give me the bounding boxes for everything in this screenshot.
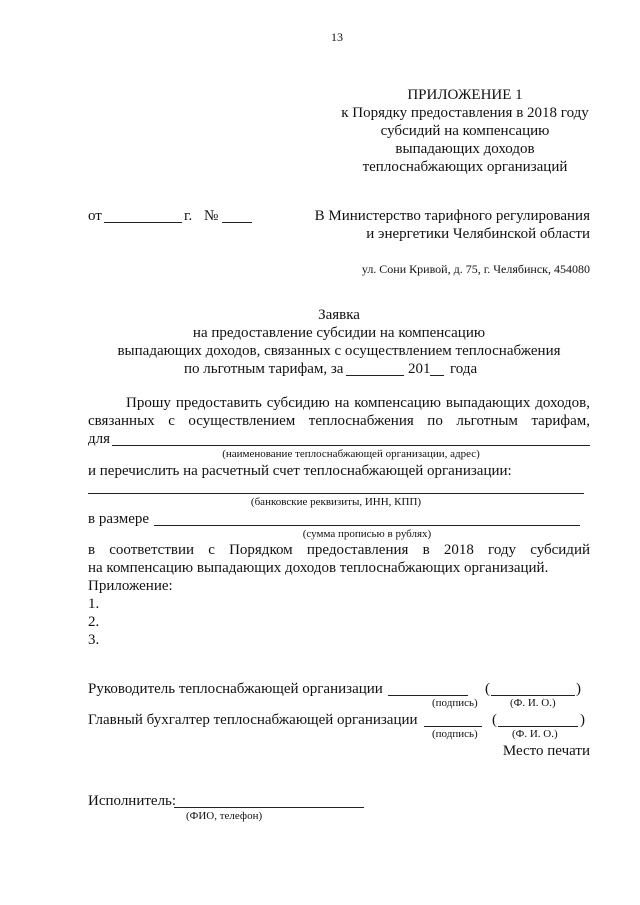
recipient-address: ул. Сони Кривой, д. 75, г. Челябинск, 454080 [361, 262, 590, 276]
accountant-label: Главный бухгалтер теплоснабжающей организации [88, 712, 418, 728]
head-label: Руководитель теплоснабжающей организации [88, 681, 383, 697]
accountant-sign-hint: (подпись) [432, 728, 478, 740]
appendix-line: субсидий на компенсацию [380, 123, 550, 139]
head-name-hint: (Ф. И. О.) [510, 697, 556, 709]
period-blank [346, 375, 404, 376]
executor-hint: (ФИО, телефон) [186, 810, 263, 822]
accountant-name-field[interactable] [498, 726, 578, 727]
period-prefix: по льготным тарифам, за [184, 361, 344, 377]
amount-field[interactable] [154, 525, 580, 526]
attachment-item: 3. [88, 632, 100, 648]
head-sign-hint: (подпись) [432, 697, 478, 709]
paren-close: ) [576, 681, 581, 697]
attachment-item: 1. [88, 596, 100, 612]
number-blank [222, 222, 252, 223]
attachment-label: Приложение: [88, 578, 173, 594]
page-number: 13 [331, 30, 343, 44]
recipient-line: В Министерство тарифного регулирования [314, 208, 590, 224]
amount-label: в размере [88, 511, 150, 527]
accordance-line: на компенсацию выпадающих доходов теплоснабжающих организаций. [88, 560, 549, 576]
number-label: № [204, 208, 219, 224]
period-year: 201 [408, 361, 431, 377]
org-name-hint: (наименование теплоснабжающей организации, адрес) [222, 448, 480, 460]
year-suffix: г. [184, 208, 193, 224]
paragraph-line: Прошу предоставить субсидию на компенсацию выпадающих доходов, [126, 395, 590, 411]
recipient-line: и энергетики Челябинской области [366, 226, 590, 242]
attachment-item: 2. [88, 614, 100, 630]
date-blank [104, 222, 182, 223]
appendix-line: выпадающих доходов [395, 141, 535, 157]
accountant-signature-field[interactable] [424, 726, 482, 727]
head-signature-field[interactable] [388, 695, 468, 696]
bank-details-field[interactable] [88, 493, 584, 494]
transfer-line: и перечислить на расчетный счет теплоснабжающей организации: [88, 463, 512, 479]
year-digit-blank [430, 375, 444, 376]
appendix-title: ПРИЛОЖЕНИЕ 1 [407, 87, 523, 103]
bank-details-hint: (банковские реквизиты, ИНН, КПП) [250, 496, 422, 508]
executor-label: Исполнитель: [88, 793, 177, 809]
period-suffix: года [450, 361, 478, 377]
appendix-line: теплоснабжающих организаций [362, 159, 568, 175]
paren-open: ( [492, 712, 497, 728]
accordance-line: в соответствии с Порядком предоставления в 2018 году субсидий [88, 542, 590, 558]
accountant-name-hint: (Ф. И. О.) [512, 728, 558, 740]
appendix-line: к Порядку предоставления в 2018 году [341, 105, 589, 121]
head-name-field[interactable] [491, 695, 575, 696]
for-label: для [88, 431, 111, 447]
stamp-label: Место печати [502, 743, 590, 759]
request-heading: Заявка [318, 307, 360, 323]
paren-close: ) [580, 712, 585, 728]
request-title-line: на предоставление субсидии на компенсацию [192, 325, 486, 341]
org-name-field[interactable] [112, 445, 590, 446]
amount-hint: (сумма прописью в рублях) [302, 528, 432, 540]
executor-field[interactable] [174, 807, 364, 808]
paragraph-line: связанных с осуществлением теплоснабжения по льготным тарифам, [88, 413, 590, 429]
request-title-line: выпадающих доходов, связанных с осуществлением теплоснабжения [117, 343, 561, 359]
from-label: от [88, 208, 102, 224]
paren-open: ( [485, 681, 490, 697]
